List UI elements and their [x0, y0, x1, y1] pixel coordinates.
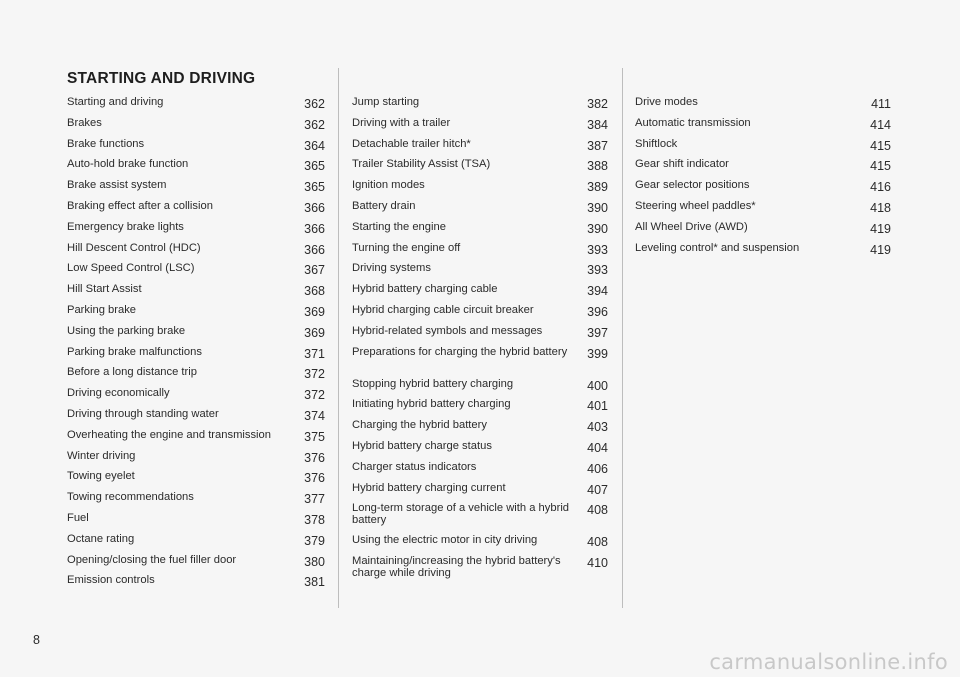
toc-entry[interactable] [67, 136, 325, 157]
toc-entry-page: 378 [304, 512, 325, 527]
toc-entry[interactable] [67, 240, 325, 261]
toc-entry-title: Opening/closing the fuel filler door [67, 553, 237, 566]
toc-entry[interactable] [67, 406, 325, 427]
toc-entry[interactable] [67, 552, 325, 573]
toc-entry-title: Brake assist system [67, 179, 167, 192]
toc-entry-page: 364 [304, 138, 325, 153]
toc-entry-page: 366 [304, 200, 325, 215]
toc-entry-page: 410 [587, 556, 608, 571]
toc-entry[interactable] [352, 240, 608, 261]
toc-entry[interactable] [635, 94, 891, 115]
toc-entry-title: Braking effect after a collision [67, 199, 213, 212]
toc-entry-title: Low Speed Control (LSC) [67, 262, 195, 275]
toc-entry-page: 368 [304, 284, 325, 299]
toc-entry-title: Hybrid-related symbols and messages [352, 324, 543, 337]
toc-entry-page: 388 [587, 159, 608, 174]
toc-entry[interactable] [67, 468, 325, 489]
toc-entry-page: 369 [304, 325, 325, 340]
toc-entry-page: 377 [304, 492, 325, 507]
toc-entry-title: Emission controls [67, 574, 155, 587]
toc-entry-page: 365 [304, 159, 325, 174]
toc-entry[interactable] [67, 281, 325, 302]
toc-entry-title: Starting and driving [67, 96, 164, 108]
toc-entry-page: 408 [587, 535, 608, 550]
toc-entry[interactable] [67, 198, 325, 219]
toc-entry-page: 362 [304, 117, 325, 132]
toc-entry-page: 387 [587, 138, 608, 153]
toc-entry-title: Brake functions [67, 137, 145, 150]
toc-entry-page: 411 [871, 97, 891, 111]
toc-entry-page: 362 [304, 97, 325, 111]
toc-entry-page: 408 [587, 503, 608, 518]
toc-entry-page: 371 [304, 346, 325, 361]
toc-entry-title: Initiating hybrid battery charging [352, 398, 511, 411]
toc-entry-title: Using the electric motor in city driving [352, 534, 538, 547]
toc-entry-title: Overheating the engine and transmission [67, 428, 271, 441]
toc-entry-title: Jump starting [352, 96, 420, 108]
toc-entry-title: Brakes [67, 116, 102, 129]
toc-entry-page: 404 [587, 440, 608, 455]
toc-entry-page: 403 [587, 420, 608, 435]
toc-entry-title: Trailer Stability Assist (TSA) [352, 158, 491, 171]
toc-entry-title: Detachable trailer hitch* [352, 137, 471, 150]
toc-entry-title: Starting the engine [352, 220, 446, 233]
toc-entry[interactable] [352, 344, 608, 376]
toc-entry-title: Shiftlock [635, 137, 678, 150]
toc-entry[interactable] [67, 364, 325, 385]
toc-entry-page: 418 [870, 200, 891, 215]
toc-entry-title: Octane rating [67, 532, 135, 545]
toc-entry[interactable] [352, 553, 608, 585]
toc-entry[interactable] [67, 323, 325, 344]
toc-entry-page: 366 [304, 242, 325, 257]
toc-entry-page: 376 [304, 471, 325, 486]
toc-entry-title: Hybrid battery charging cable [352, 283, 498, 296]
toc-entry-title: Before a long distance trip [67, 366, 197, 379]
toc-entry[interactable] [352, 115, 608, 136]
toc-entry-title: Gear shift indicator [635, 158, 729, 171]
toc-entry-page: 397 [587, 325, 608, 340]
toc-entry-page: 374 [304, 408, 325, 423]
toc-entry[interactable] [352, 219, 608, 240]
toc-entry-page: 415 [870, 159, 891, 174]
toc-entry[interactable] [352, 480, 608, 501]
toc-entry[interactable] [635, 115, 891, 136]
toc-entry[interactable] [352, 417, 608, 438]
toc-entry-page: 406 [587, 461, 608, 476]
toc-entry[interactable] [67, 115, 325, 136]
toc-entry[interactable] [67, 156, 325, 177]
toc-entry-page: 390 [587, 221, 608, 236]
toc-entry[interactable] [67, 572, 325, 593]
toc-entry[interactable] [635, 156, 891, 177]
toc-entry-page: 366 [304, 221, 325, 236]
toc-entry-title: Hybrid charging cable circuit breaker [352, 303, 534, 316]
toc-entry[interactable] [67, 510, 325, 531]
toc-column-2 [352, 94, 608, 585]
toc-entry[interactable] [635, 240, 891, 261]
toc-entry-page: 381 [304, 575, 325, 590]
toc-entry[interactable] [352, 281, 608, 302]
toc-entry-title: Towing eyelet [67, 470, 135, 483]
toc-entry-title: Driving with a trailer [352, 116, 451, 129]
toc-entry-title: All Wheel Drive (AWD) [635, 220, 748, 233]
toc-entry-page: 393 [587, 242, 608, 257]
toc-entry-title: Ignition modes [352, 179, 425, 192]
toc-column-3 [635, 94, 891, 260]
toc-entry-title: Driving through standing water [67, 407, 219, 420]
toc-entry-title: Parking brake [67, 303, 137, 316]
toc-entry-title: Hill Descent Control (HDC) [67, 241, 201, 254]
toc-entry-title: Automatic transmission [635, 116, 751, 129]
toc-entry-page: 415 [870, 138, 891, 153]
toc-entry-title: Long-term storage of a vehicle with a hybrid battery [352, 502, 570, 527]
toc-entry[interactable] [352, 396, 608, 417]
toc-entry-page: 365 [304, 180, 325, 195]
toc-entry-title: Towing recommendations [67, 491, 194, 504]
toc-entry-page: 401 [587, 399, 608, 414]
toc-entry-page: 407 [587, 482, 608, 497]
toc-entry[interactable] [67, 260, 325, 281]
toc-entry-page: 384 [587, 117, 608, 132]
toc-entry-title: Winter driving [67, 449, 136, 462]
toc-entry[interactable] [352, 198, 608, 219]
toc-entry-title: Charger status indicators [352, 460, 477, 473]
toc-entry[interactable] [67, 448, 325, 469]
toc-entry-title: Fuel [67, 511, 89, 524]
toc-entry-title: Charging the hybrid battery [352, 419, 487, 432]
toc-entry-page: 372 [304, 367, 325, 382]
toc-entry-title: Auto-hold brake function [67, 158, 189, 171]
toc-entry[interactable] [67, 385, 325, 406]
toc-entry[interactable] [67, 531, 325, 552]
toc-entry-page: 369 [304, 304, 325, 319]
toc-entry[interactable] [67, 302, 325, 323]
toc-entry[interactable] [352, 532, 608, 553]
toc-entry[interactable] [67, 489, 325, 510]
column-divider [338, 68, 339, 608]
toc-entry-title: Maintaining/increasing the hybrid battery's charge while driving [352, 555, 561, 580]
toc-entry[interactable] [352, 323, 608, 344]
toc-entry-title: Stopping hybrid battery charging [352, 377, 514, 390]
toc-entry-title: Hybrid battery charging current [352, 481, 506, 494]
toc-entry-title: Driving economically [67, 387, 170, 400]
toc-entry-page: 419 [870, 242, 891, 257]
toc-entry-page: 382 [587, 97, 608, 111]
toc-entry-page: 399 [587, 346, 608, 361]
toc-entry[interactable] [352, 302, 608, 323]
column-divider [622, 68, 623, 608]
toc-entry-page: 416 [870, 180, 891, 195]
toc-entry[interactable] [67, 427, 325, 448]
toc-entry-page: 390 [587, 200, 608, 215]
toc-entry-page: 380 [304, 554, 325, 569]
toc-entry[interactable] [352, 156, 608, 177]
toc-entry-title: Using the parking brake [67, 324, 186, 337]
toc-entry[interactable] [67, 344, 325, 365]
toc-entry-title: Steering wheel paddles* [635, 199, 756, 212]
toc-entry-title: Hill Start Assist [67, 283, 142, 296]
toc-entry[interactable] [352, 500, 608, 532]
page-number: 8 [33, 633, 40, 647]
toc-entry-page: 379 [304, 533, 325, 548]
toc-entry[interactable] [352, 260, 608, 281]
section-heading: STARTING AND DRIVING [67, 70, 256, 87]
toc-entry[interactable] [352, 94, 608, 115]
toc-entry[interactable] [352, 459, 608, 480]
toc-entry-title: Driving systems [352, 262, 431, 275]
toc-entry[interactable] [67, 177, 325, 198]
toc-entry-page: 394 [587, 284, 608, 299]
toc-entry-page: 372 [304, 388, 325, 403]
toc-entry-title: Emergency brake lights [67, 220, 184, 233]
toc-column-1 [67, 94, 325, 593]
toc-entry-title: Drive modes [635, 96, 698, 108]
toc-entry[interactable] [635, 198, 891, 219]
toc-entry[interactable] [352, 438, 608, 459]
toc-entry-page: 375 [304, 429, 325, 444]
toc-entry-page: 389 [587, 180, 608, 195]
toc-entry-title: Battery drain [352, 199, 416, 212]
toc-entry[interactable] [635, 219, 891, 240]
watermark: carmanualsonline.info [709, 650, 948, 674]
toc-entry[interactable] [352, 376, 608, 397]
toc-entry[interactable] [67, 219, 325, 240]
toc-entry-title: Parking brake malfunctions [67, 345, 202, 358]
toc-entry-page: 367 [304, 263, 325, 278]
toc-entry-title: Leveling control* and suspension [635, 241, 800, 254]
toc-entry[interactable] [635, 136, 891, 157]
toc-entry[interactable] [635, 177, 891, 198]
toc-entry-page: 419 [870, 221, 891, 236]
toc-entry[interactable] [67, 94, 325, 115]
toc-entry-title: Preparations for charging the hybrid battery [352, 345, 568, 358]
toc-entry-page: 400 [587, 378, 608, 393]
toc-entry-title: Turning the engine off [352, 241, 461, 254]
toc-entry-title: Hybrid battery charge status [352, 439, 492, 452]
toc-entry-page: 376 [304, 450, 325, 465]
toc-entry-page: 393 [587, 263, 608, 278]
toc-entry[interactable] [352, 136, 608, 157]
toc-entry-title: Gear selector positions [635, 179, 750, 192]
toc-entry-page: 414 [870, 117, 891, 132]
toc-entry-page: 396 [587, 304, 608, 319]
toc-entry[interactable] [352, 177, 608, 198]
